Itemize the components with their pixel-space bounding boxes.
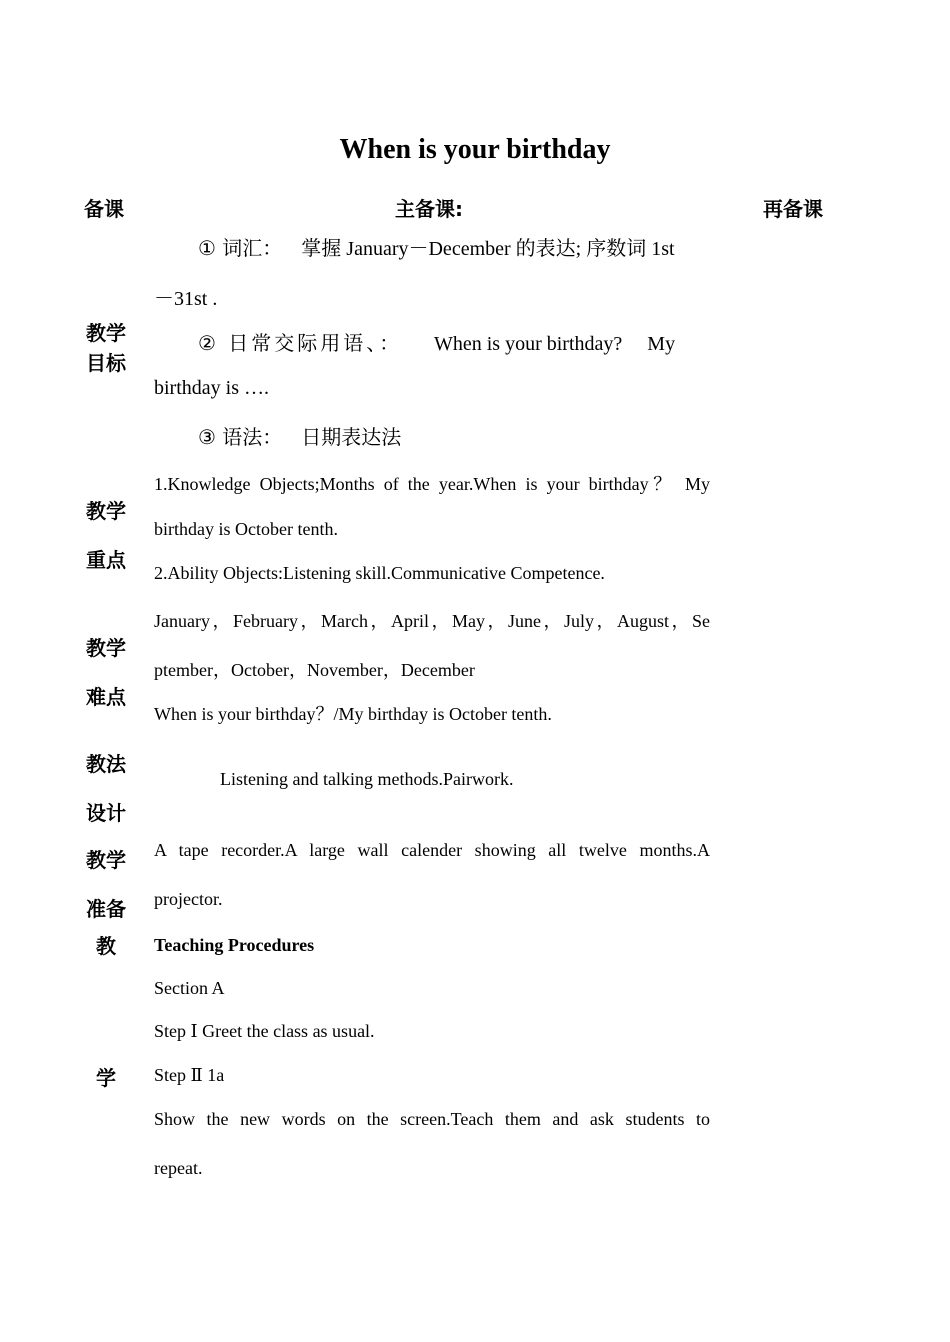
step-1: Step Ⅰ Greet the class as usual.: [154, 1021, 375, 1041]
daily-text: When is your birthday? My: [434, 333, 676, 355]
difficulties-line-1: January，February，March，April，May，June，July，August，Se: [154, 611, 710, 631]
prep-line-2: projector.: [154, 889, 223, 909]
key-points-line-1: 1.Knowledge Objects;Months of the year.When is your birthday？ My: [154, 474, 710, 494]
step-2: Step Ⅱ 1a: [154, 1065, 225, 1085]
grammar-lead: ③ 语法：: [198, 425, 283, 449]
goals-label: 教学 目标: [86, 321, 126, 375]
difficulties-line-2: ptember，October，November，December: [154, 660, 475, 680]
prep-label: 教学 准备: [86, 848, 126, 921]
key-points-label: 教学 重点: [86, 499, 126, 572]
daily-line: [198, 327, 710, 356]
method-text: Listening and talking methods.Pairwork.: [220, 769, 514, 789]
procedures-label-1: 教: [96, 934, 116, 958]
difficulties-line-3: When is your birthday？/My birthday is October tenth.: [154, 704, 552, 724]
header-main-prep: 主备课:: [395, 197, 463, 221]
header-re-prep: 再备课: [763, 197, 823, 221]
vocab-line: [198, 232, 675, 261]
grammar-line: [198, 421, 401, 450]
vocab-text: 掌握 January－December 的表达; 序数词 1st: [301, 238, 675, 260]
daily-line-2: birthday is ….: [154, 377, 269, 399]
section-label: Section A: [154, 978, 225, 998]
daily-lead: ② 日常交际用语、：: [198, 331, 403, 355]
grammar-text: 日期表达法: [301, 425, 402, 449]
procedures-label-2: 学: [96, 1066, 116, 1090]
prep-line-1: A tape recorder.A large wall calender showing all twelve months.A: [154, 840, 710, 860]
difficulties-label: 教学 难点: [86, 636, 126, 709]
header-prep: 备课: [84, 197, 124, 221]
method-label: 教法 设计: [86, 752, 126, 825]
vocab-line-2: －31st .: [154, 288, 218, 310]
procedures-line-2: repeat.: [154, 1158, 203, 1178]
vocab-lead: ① 词汇：: [198, 236, 283, 260]
procedures-heading: Teaching Procedures: [154, 935, 315, 955]
page-title: When is your birthday: [339, 134, 611, 165]
key-points-line-2: birthday is October tenth.: [154, 519, 338, 539]
procedures-line-1: Show the new words on the screen.Teach them and ask students to: [154, 1109, 710, 1129]
key-points-line-3: 2.Ability Objects:Listening skill.Communicative Competence.: [154, 563, 605, 583]
